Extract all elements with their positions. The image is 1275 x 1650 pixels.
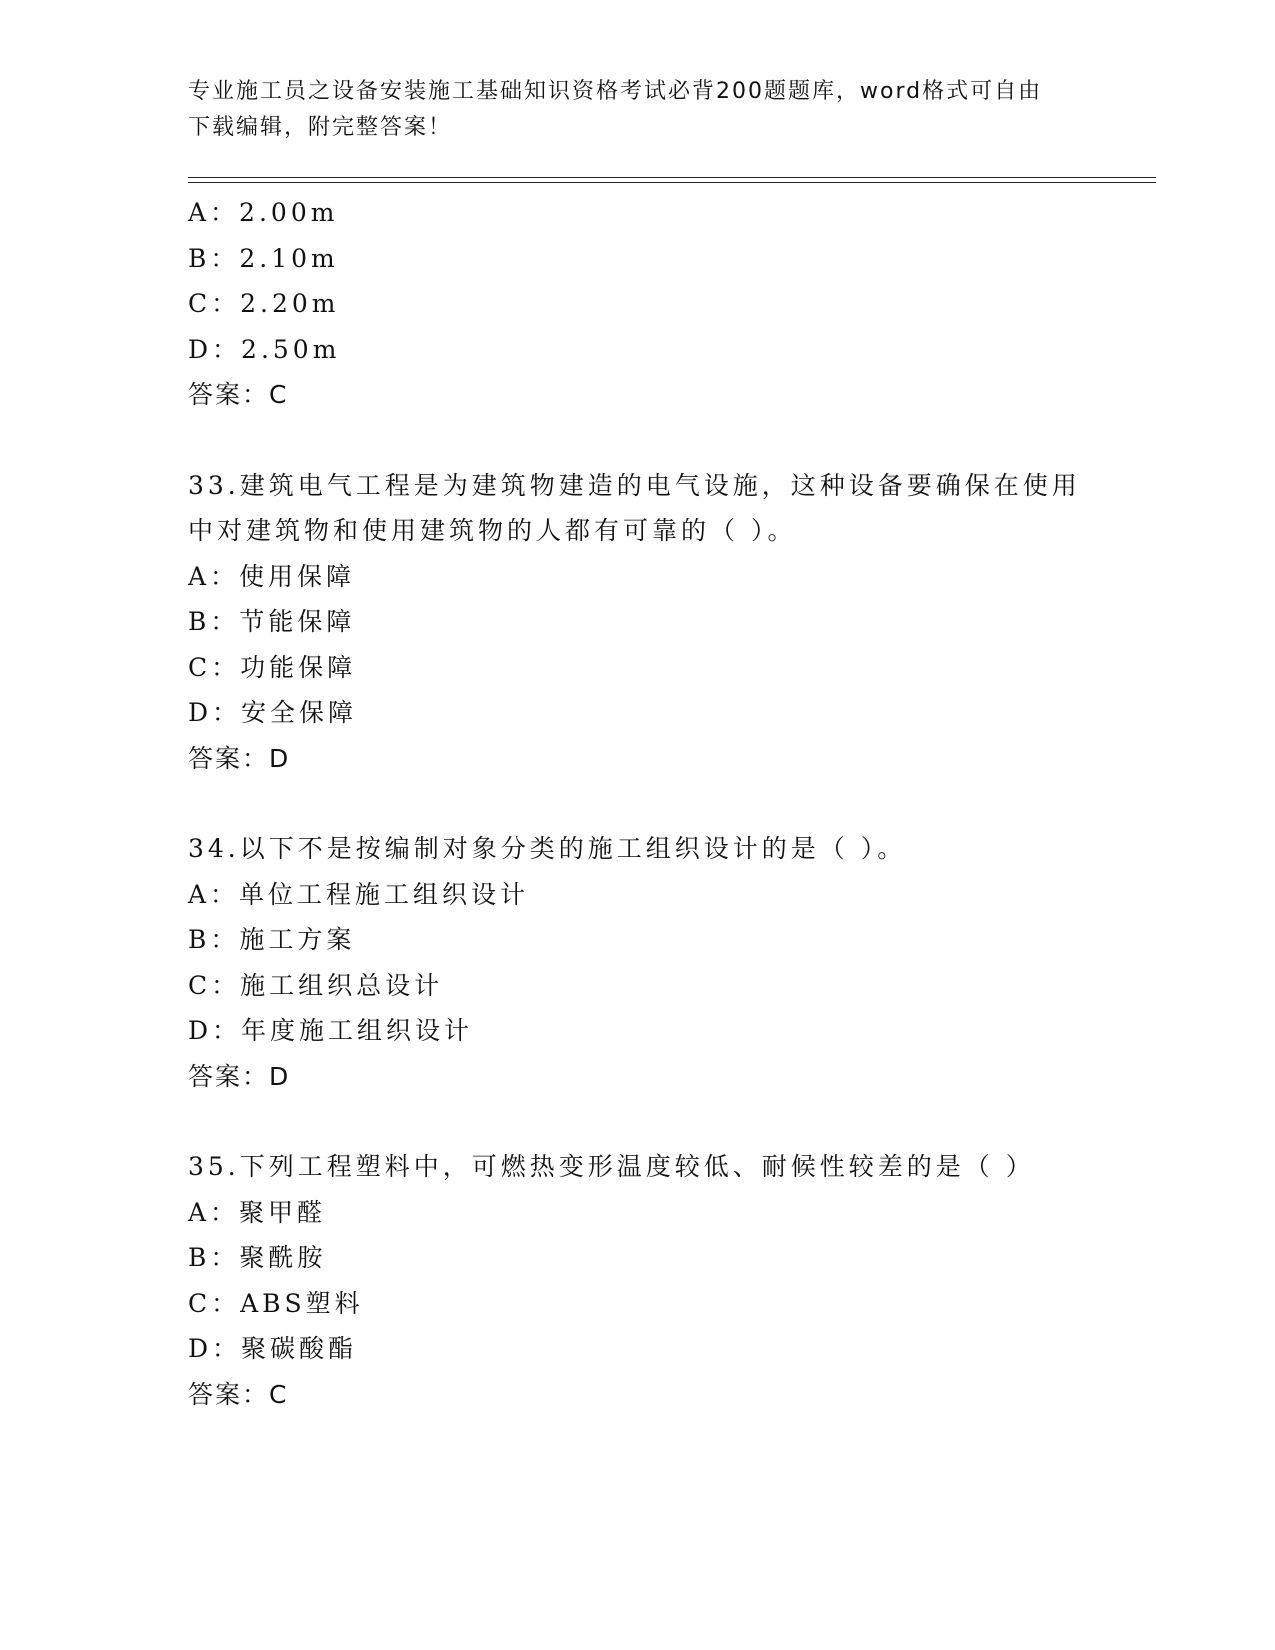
header-divider-top <box>188 177 1156 178</box>
question-block-35 <box>188 1144 1128 1417</box>
option-c: C：ABS塑料 <box>188 1288 364 1318</box>
header-line-1: 专业施工员之设备安装施工基础知识资格考试必背200题题库，word格式可自由 <box>188 79 1043 104</box>
option-a: A：使用保障 <box>188 561 356 591</box>
option-d: D：聚碳酸酯 <box>188 1334 358 1363</box>
option-b: B：聚酰胺 <box>188 1243 327 1272</box>
question-text-line: 34.以下不是按编制对象分类的施工组织设计的是（ ）。 <box>188 834 907 863</box>
option-c: C：功能保障 <box>188 652 357 682</box>
question-text-line: 35.下列工程塑料中，可燃热变形温度较低、耐候性较差的是（ ） <box>188 1152 1035 1181</box>
option-c: C：施工组织总设计 <box>188 970 444 1000</box>
question-block-34 <box>188 826 1128 1099</box>
option-b: B：2.10m <box>188 243 339 273</box>
question-list <box>188 190 1128 1417</box>
option-b: B：施工方案 <box>188 925 356 954</box>
option-c: C：2.20m <box>188 289 340 318</box>
option-a: A：单位工程施工组织设计 <box>188 879 530 909</box>
answer-line: 答案：C <box>188 1379 289 1409</box>
question-block-33 <box>188 463 1128 782</box>
option-d: D：年度施工组织设计 <box>188 1016 474 1045</box>
answer-line: 答案：C <box>188 380 289 409</box>
option-a: A：2.00m <box>188 198 339 227</box>
header-line-2: 下载编辑，附完整答案！ <box>188 115 453 140</box>
document-header <box>188 74 1068 146</box>
question-block-32 <box>188 190 1128 418</box>
option-d: D：安全保障 <box>188 698 358 727</box>
answer-line: 答案：D <box>188 743 291 773</box>
option-d: D：2.50m <box>188 334 341 364</box>
question-text-line: 中对建筑物和使用建筑物的人都有可靠的（ ）。 <box>188 516 797 545</box>
option-a: A：聚甲醛 <box>188 1197 327 1227</box>
answer-line: 答案：D <box>188 1061 291 1091</box>
header-divider-bottom <box>188 182 1156 183</box>
question-text-line: 33.建筑电气工程是为建筑物建造的电气设施，这种设备要确保在使用 <box>188 470 1081 500</box>
option-b: B：节能保障 <box>188 607 356 636</box>
